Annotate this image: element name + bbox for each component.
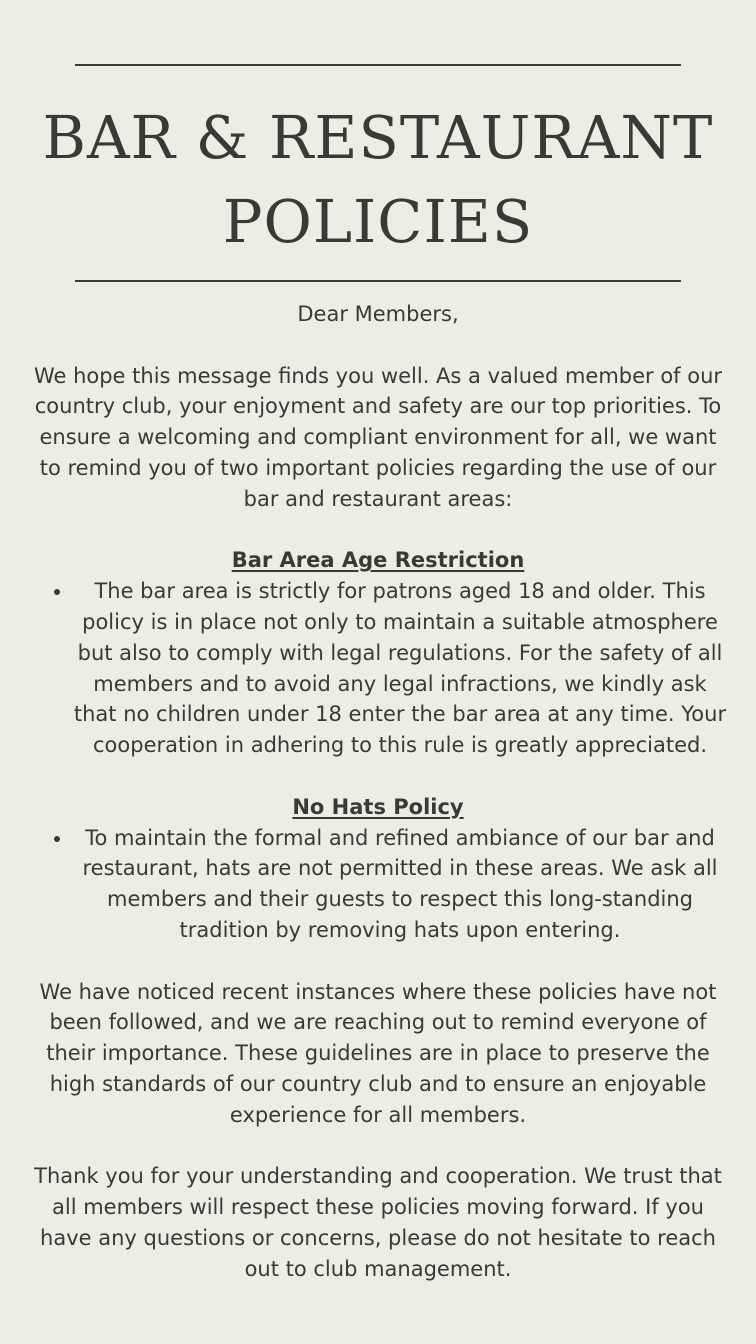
greeting: Dear Members, (297, 302, 459, 326)
policy-text-age: The bar area is strictly for patrons aged 18 and older. This policy is in place not only to maintain a suitable atmosphere but also to comply with legal regulations. For the safety of all members and to avoid any legal infractions, we kindly ask that no children under 18 enter the bar area at any time. Your cooperation in adhering to this rule is greatly appreciated. (72, 576, 728, 761)
letter-body (28, 299, 728, 1285)
notice-paragraph: We have noticed recent instances where these policies have not been followed, and we are reaching out to remind everyone of their importance. These guidelines are in place to preserve the high standards of our country club and to ensure an enjoyable experience for all members. (39, 979, 717, 1127)
page-title (0, 96, 756, 264)
policy-heading-age: Bar Area Age Restriction (231, 548, 525, 573)
page-title-line-1: BAR & RESTAURANT (42, 103, 714, 172)
policy-list-age (28, 576, 728, 761)
closing-paragraph: Thank you for your understanding and cooperation. We trust that all members will respect these policies moving forward. If you have any questions or concerns, please do not hesitate to reach out to club management. (34, 1164, 722, 1281)
policy-heading-hats: No Hats Policy (292, 794, 464, 819)
intro-paragraph: We hope this message finds you well. As a valued member of our country club, your enjoyment and safety are our top priorities. To ensure a welcoming and compliant environment for all, we want to remind you of two important policies regarding the use of our bar and restaurant areas: (33, 363, 723, 511)
page-title-line-2: POLICIES (222, 187, 534, 256)
policy-list-hats (28, 823, 728, 946)
policy-text-hats: To maintain the formal and refined ambiance of our bar and restaurant, hats are not permitted in these areas. We ask all members and their guests to respect this long-standing tradition by removing hats upon entering. (72, 823, 728, 946)
top-divider (75, 64, 681, 66)
bottom-divider (75, 280, 681, 282)
